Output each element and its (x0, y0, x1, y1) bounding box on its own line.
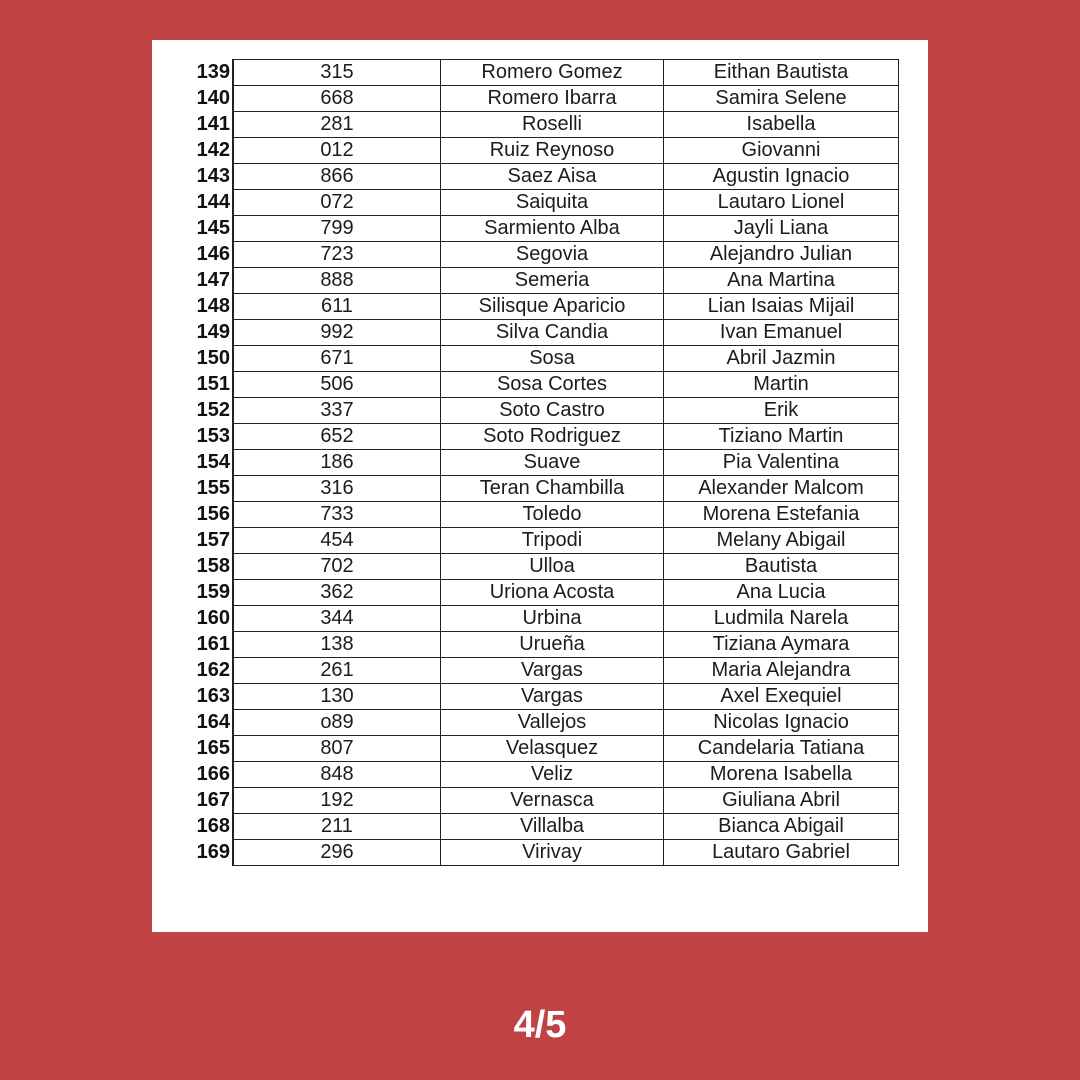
name-cell: Giuliana Abril (664, 788, 899, 814)
row-number: 157 (182, 528, 233, 554)
surname-cell: Romero Gomez (441, 60, 664, 86)
row-number: 145 (182, 216, 233, 242)
surname-cell: Urueña (441, 632, 664, 658)
row-number: 141 (182, 112, 233, 138)
row-number: 154 (182, 450, 233, 476)
table-row (182, 658, 899, 684)
table-row (182, 138, 899, 164)
table-row (182, 554, 899, 580)
code-cell: 072 (233, 190, 441, 216)
name-cell: Candelaria Tatiana (664, 736, 899, 762)
row-number: 148 (182, 294, 233, 320)
row-number: 165 (182, 736, 233, 762)
code-cell: 261 (233, 658, 441, 684)
row-number: 160 (182, 606, 233, 632)
table-row (182, 398, 899, 424)
table-row (182, 242, 899, 268)
code-cell: 668 (233, 86, 441, 112)
name-cell: Agustin Ignacio (664, 164, 899, 190)
surname-cell: Velasquez (441, 736, 664, 762)
name-cell: Maria Alejandra (664, 658, 899, 684)
code-cell: 296 (233, 840, 441, 866)
table-row (182, 632, 899, 658)
row-number: 143 (182, 164, 233, 190)
surname-cell: Suave (441, 450, 664, 476)
row-number: 164 (182, 710, 233, 736)
name-cell: Lautaro Gabriel (664, 840, 899, 866)
row-number: 152 (182, 398, 233, 424)
name-cell: Nicolas Ignacio (664, 710, 899, 736)
name-cell: Martin (664, 372, 899, 398)
surname-cell: Vargas (441, 658, 664, 684)
name-cell: Erik (664, 398, 899, 424)
code-cell: 316 (233, 476, 441, 502)
surname-cell: Saiquita (441, 190, 664, 216)
name-cell: Ana Martina (664, 268, 899, 294)
table-row (182, 476, 899, 502)
surname-cell: Urbina (441, 606, 664, 632)
code-cell: o89 (233, 710, 441, 736)
surname-cell: Roselli (441, 112, 664, 138)
code-cell: 130 (233, 684, 441, 710)
name-cell: Axel Exequiel (664, 684, 899, 710)
table-row (182, 580, 899, 606)
table-row (182, 60, 899, 86)
row-number: 142 (182, 138, 233, 164)
code-cell: 702 (233, 554, 441, 580)
code-cell: 454 (233, 528, 441, 554)
code-cell: 671 (233, 346, 441, 372)
table-row (182, 268, 899, 294)
table-row (182, 814, 899, 840)
row-number: 155 (182, 476, 233, 502)
name-cell: Bautista (664, 554, 899, 580)
name-cell: Pia Valentina (664, 450, 899, 476)
row-number: 149 (182, 320, 233, 346)
code-cell: 992 (233, 320, 441, 346)
row-number: 166 (182, 762, 233, 788)
table-row (182, 346, 899, 372)
name-cell: Ana Lucia (664, 580, 899, 606)
code-cell: 733 (233, 502, 441, 528)
table-row (182, 216, 899, 242)
surname-cell: Villalba (441, 814, 664, 840)
row-number: 168 (182, 814, 233, 840)
code-cell: 888 (233, 268, 441, 294)
name-cell: Lautaro Lionel (664, 190, 899, 216)
code-cell: 652 (233, 424, 441, 450)
code-cell: 799 (233, 216, 441, 242)
name-cell: Ludmila Narela (664, 606, 899, 632)
surname-cell: Ruiz Reynoso (441, 138, 664, 164)
name-cell: Jayli Liana (664, 216, 899, 242)
name-cell: Tiziana Aymara (664, 632, 899, 658)
surname-cell: Veliz (441, 762, 664, 788)
surname-cell: Silva Candia (441, 320, 664, 346)
table-row (182, 710, 899, 736)
page-indicator: 4/5 (513, 1004, 567, 1046)
surname-cell: Sarmiento Alba (441, 216, 664, 242)
table-row (182, 424, 899, 450)
row-number: 167 (182, 788, 233, 814)
surname-cell: Sosa (441, 346, 664, 372)
name-cell: Alexander Malcom (664, 476, 899, 502)
row-number: 144 (182, 190, 233, 216)
table-body (182, 60, 899, 866)
surname-cell: Silisque Aparicio (441, 294, 664, 320)
surname-cell: Romero Ibarra (441, 86, 664, 112)
code-cell: 012 (233, 138, 441, 164)
name-cell: Melany Abigail (664, 528, 899, 554)
code-cell: 337 (233, 398, 441, 424)
surname-cell: Vargas (441, 684, 664, 710)
surname-cell: Ulloa (441, 554, 664, 580)
table-row (182, 450, 899, 476)
code-cell: 186 (233, 450, 441, 476)
name-cell: Isabella (664, 112, 899, 138)
table-row (182, 840, 899, 866)
surname-cell: Tripodi (441, 528, 664, 554)
surname-cell: Uriona Acosta (441, 580, 664, 606)
table-row (182, 788, 899, 814)
table-row (182, 372, 899, 398)
table-row (182, 190, 899, 216)
row-number: 163 (182, 684, 233, 710)
name-cell: Tiziano Martin (664, 424, 899, 450)
code-cell: 344 (233, 606, 441, 632)
name-cell: Bianca Abigail (664, 814, 899, 840)
table-row (182, 762, 899, 788)
code-cell: 723 (233, 242, 441, 268)
table-row (182, 606, 899, 632)
table-row (182, 112, 899, 138)
row-number: 140 (182, 86, 233, 112)
row-number: 153 (182, 424, 233, 450)
code-cell: 138 (233, 632, 441, 658)
name-cell: Abril Jazmin (664, 346, 899, 372)
surname-cell: Semeria (441, 268, 664, 294)
name-cell: Eithan Bautista (664, 60, 899, 86)
row-number: 156 (182, 502, 233, 528)
row-number: 146 (182, 242, 233, 268)
name-cell: Samira Selene (664, 86, 899, 112)
surname-cell: Vernasca (441, 788, 664, 814)
code-cell: 362 (233, 580, 441, 606)
table-row (182, 86, 899, 112)
code-cell: 211 (233, 814, 441, 840)
surname-cell: Toledo (441, 502, 664, 528)
name-cell: Alejandro Julian (664, 242, 899, 268)
code-cell: 848 (233, 762, 441, 788)
table-row (182, 294, 899, 320)
row-number: 158 (182, 554, 233, 580)
row-number: 159 (182, 580, 233, 606)
table-row (182, 528, 899, 554)
table-row (182, 164, 899, 190)
surname-cell: Virivay (441, 840, 664, 866)
name-cell: Ivan Emanuel (664, 320, 899, 346)
name-cell: Lian Isaias Mijail (664, 294, 899, 320)
table-row (182, 684, 899, 710)
surname-cell: Saez Aisa (441, 164, 664, 190)
surname-cell: Teran Chambilla (441, 476, 664, 502)
surname-cell: Segovia (441, 242, 664, 268)
code-cell: 192 (233, 788, 441, 814)
code-cell: 506 (233, 372, 441, 398)
code-cell: 866 (233, 164, 441, 190)
name-cell: Morena Estefania (664, 502, 899, 528)
surname-cell: Soto Rodriguez (441, 424, 664, 450)
name-cell: Giovanni (664, 138, 899, 164)
row-number: 139 (182, 60, 233, 86)
table-row (182, 736, 899, 762)
surname-cell: Vallejos (441, 710, 664, 736)
code-cell: 315 (233, 60, 441, 86)
surname-cell: Soto Castro (441, 398, 664, 424)
row-number: 162 (182, 658, 233, 684)
code-cell: 807 (233, 736, 441, 762)
student-table (182, 59, 899, 866)
code-cell: 281 (233, 112, 441, 138)
row-number: 150 (182, 346, 233, 372)
name-cell: Morena Isabella (664, 762, 899, 788)
row-number: 161 (182, 632, 233, 658)
surname-cell: Sosa Cortes (441, 372, 664, 398)
row-number: 147 (182, 268, 233, 294)
row-number: 151 (182, 372, 233, 398)
row-number: 169 (182, 840, 233, 866)
table-row (182, 502, 899, 528)
code-cell: 611 (233, 294, 441, 320)
table-row (182, 320, 899, 346)
